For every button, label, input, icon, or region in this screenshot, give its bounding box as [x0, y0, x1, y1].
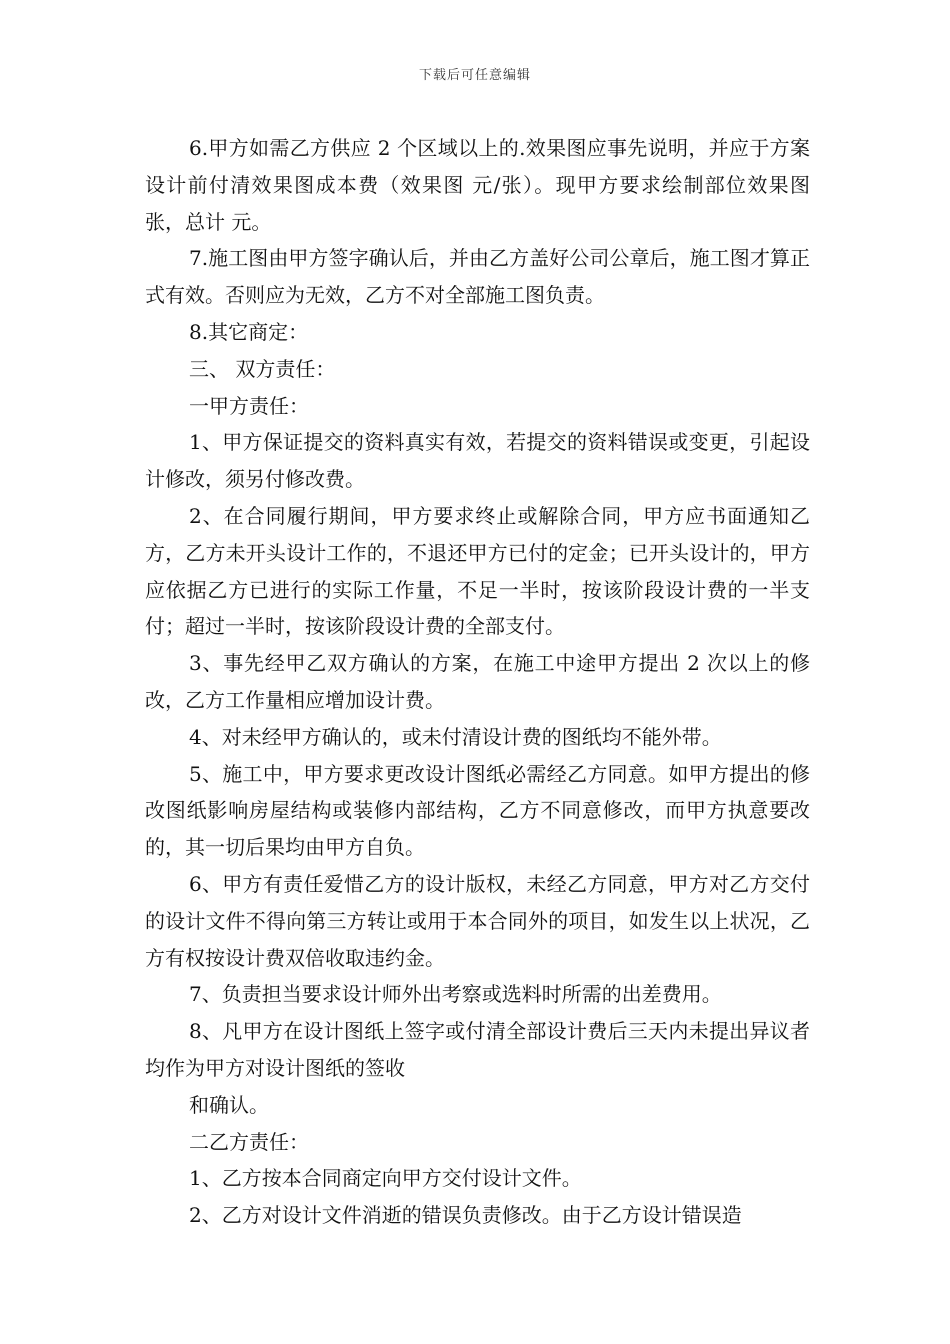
party-a-item-6: 6、甲方有责任爱惜乙方的设计版权，未经乙方同意，甲方对乙方交付的设计文件不得向第三方转让或用于本合同外的项目，如发生以上状况，乙方有权按设计费双倍收取违约金。 [145, 871, 810, 970]
party-a-item-8: 8、凡甲方在设计图纸上签字或付清全部设计费后三天内未提出异议者均作为甲方对设计图纸的签收 [145, 1019, 810, 1080]
party-a-item-2: 2、在合同履行期间，甲方要求终止或解除合同，甲方应书面通知乙方，乙方未开头设计工作的，不退还甲方已付的定金；已开头设计的，甲方应依据乙方已进行的实际工作量，不足一半时，按该阶段设计费的一半支付；超过一半时，按该阶段设计费的全部支付。 [145, 503, 810, 639]
party-a-item-7: 7、负责担当要求设计师外出考察或选料时所需的出差费用。 [189, 982, 722, 1007]
party-b-item-2: 2、乙方对设计文件消逝的错误负责修改。由于乙方设计错误造 [189, 1203, 742, 1228]
party-a-item-3: 3、事先经甲乙双方确认的方案，在施工中途甲方提出 2 次以上的修改，乙方工作量相应增加设计费。 [145, 651, 810, 712]
section-heading-responsibilities: 三、 双方责任： [189, 356, 336, 381]
party-a-item-1: 1、甲方保证提交的资料真实有效，若提交的资料错误或变更，引起设计修改，须另付修改费。 [145, 430, 810, 492]
party-b-item-1: 1、乙方按本合同商定向甲方交付设计文件。 [189, 1166, 582, 1191]
document-body [145, 130, 810, 1234]
subheading-party-a: 一甲方责任： [189, 393, 309, 418]
clause-6-renderings: 6.甲方如需乙方供应 2 个区域以上的.效果图应事先说明，并应于方案设计前付清效果图成本费（效果图 元/张）。现甲方要求绘制部位效果图 张，总计 元。 [145, 136, 810, 234]
clause-7-construction-drawings: 7.施工图由甲方签字确认后，并由乙方盖好公司公章后，施工图才算正式有效。否则应为无效，乙方不对全部施工图负责。 [145, 246, 810, 308]
page-header: 下载后可任意编辑 [418, 68, 531, 83]
clause-8-other-terms: 8.其它商定： [189, 319, 309, 344]
party-a-item-8-continued: 和确认。 [189, 1092, 269, 1117]
party-a-item-4: 4、对未经甲方确认的，或未付清设计费的图纸均不能外带。 [189, 724, 722, 749]
subheading-party-b: 二乙方责任： [189, 1129, 309, 1154]
party-a-item-5: 5、施工中，甲方要求更改设计图纸必需经乙方同意。如甲方提出的修改图纸影响房屋结构或装修内部结构，乙方不同意修改，而甲方执意要改的，其一切后果均由甲方自负。 [145, 761, 810, 860]
